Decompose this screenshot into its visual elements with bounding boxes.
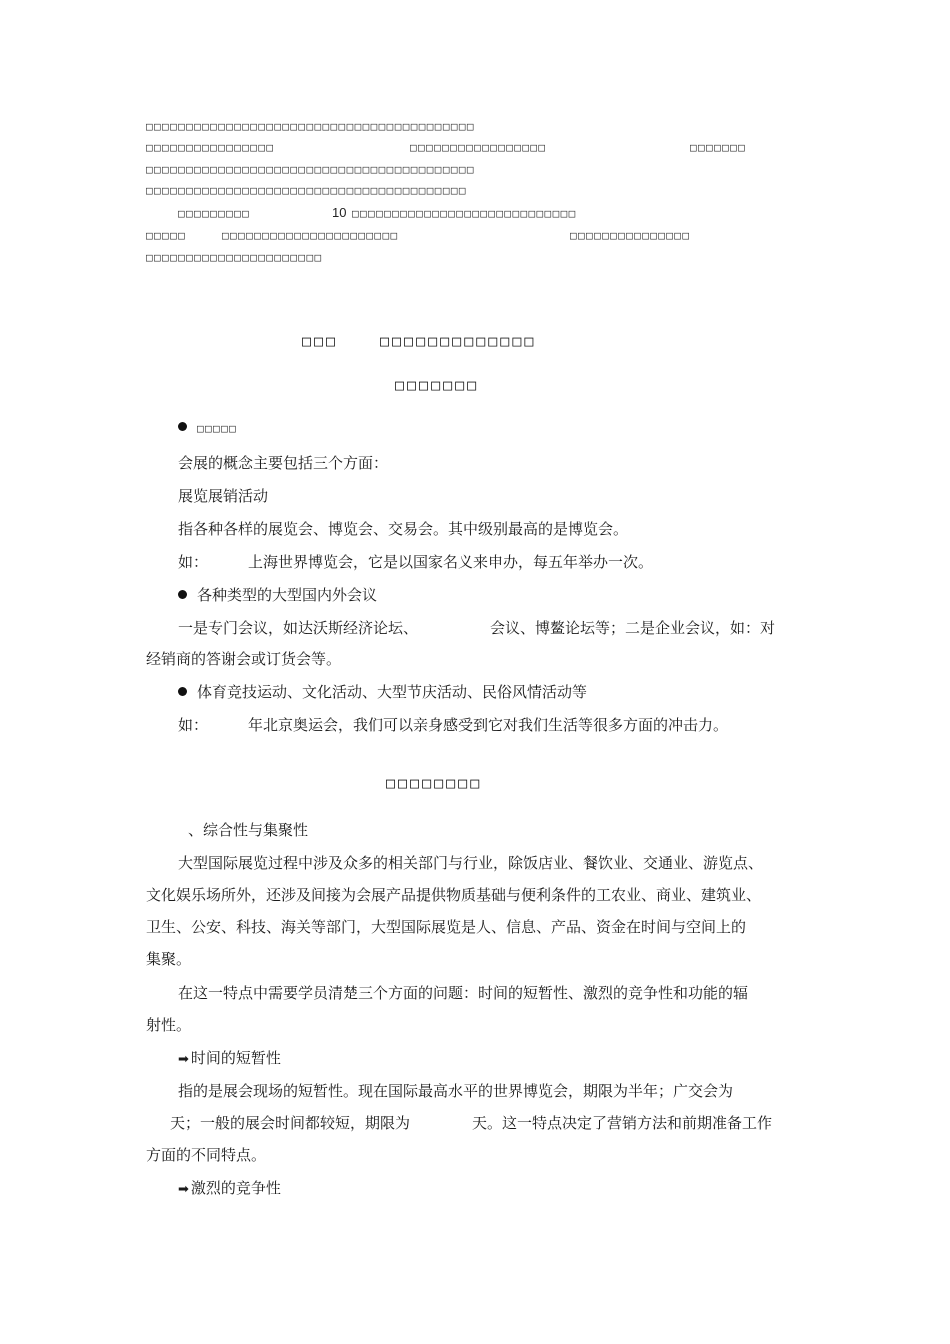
bullet-item-3 xyxy=(178,681,587,703)
paragraph-concept-intro: 会展的概念主要包括三个方面： xyxy=(178,454,389,472)
arrow-item-1-text: 时间的短暂性 xyxy=(190,1049,281,1067)
arrow-item-1 xyxy=(178,1047,281,1071)
garbled-line-6b: □□□□□□□□□□□□□□□□□□□□□□ xyxy=(222,229,399,242)
bullet-item-3-text: 体育竞技运动、文化活动、大型节庆活动、民俗风情活动等 xyxy=(197,683,588,701)
paragraph-8-line-1: 在这一特点中需要学员清楚三个方面的问题：时间的短暂性、激烈的竞争性和功能的辐 xyxy=(178,984,749,1002)
garbled-line-4: □□□□□□□□□□□□□□□□□□□□□□□□□□□□□□□□□□□□□□□□ xyxy=(146,184,467,197)
right-arrow-icon: ➡ xyxy=(178,1052,189,1067)
paragraph-olympics-text: 年北京奥运会，我们可以亲身感受到它对我们生活等很多方面的冲击力。 xyxy=(248,716,729,734)
paragraph-exhibition-activity: 展览展销活动 xyxy=(178,487,269,505)
paragraph-meetings-b: 会议、博鳌论坛等；二是企业会议，如：对 xyxy=(490,619,776,637)
bullet-dot-icon xyxy=(178,422,187,431)
paragraph-example-expo: 上海世界博览会，它是以国家名义来申办，每五年举办一次。 xyxy=(248,553,654,571)
paragraph-9-line-1: 指的是展会现场的短暂性。现在国际最高水平的世界博览会，期限为半年；广交会为 xyxy=(178,1082,734,1100)
chapter-heading-title: □□□□□□□□□□□□□ xyxy=(380,332,537,350)
garbled-line-2a: □□□□□□□□□□□□□□□□ xyxy=(146,141,275,154)
paragraph-meetings-a: 一是专门会议，如达沃斯经济论坛、 xyxy=(178,619,419,637)
paragraph-7-line-3: 卫生、公安、科技、海关等部门，大型国际展览是人、信息、产品、资金在时间与空间上的 xyxy=(146,918,747,936)
paragraph-meetings-c: 经销商的答谢会或订货会等。 xyxy=(146,650,342,668)
bullet-item-1 xyxy=(178,422,237,435)
arrow-item-2 xyxy=(178,1177,281,1201)
paragraph-9-line-2a: 天；一般的展会时间都较短，期限为 xyxy=(170,1114,411,1132)
garbled-line-6c: □□□□□□□□□□□□□□□ xyxy=(570,229,691,242)
paragraph-8-line-2: 射性。 xyxy=(146,1016,192,1034)
paragraph-example-label: 如： xyxy=(178,553,209,571)
right-arrow-icon: ➡ xyxy=(178,1182,189,1197)
garbled-line-7: □□□□□□□□□□□□□□□□□□□□□□ xyxy=(146,251,323,264)
paragraph-7-line-1: 大型国际展览过程中涉及众多的相关部门与行业，除饭店业、餐饮业、交通业、游览点、 xyxy=(178,854,764,872)
garbled-line-1: □□□□□□□□□□□□□□□□□□□□□□□□□□□□□□□□□□□□□□□□□ xyxy=(146,120,475,133)
bullet-item-1-text: □□□□□ xyxy=(197,422,238,435)
garbled-line-2c: □□□□□□□ xyxy=(690,141,747,154)
garbled-line-5b: □□□□□□□□□□□□□□□□□□□□□□□□□□□□ xyxy=(352,207,577,220)
garbled-line-3: □□□□□□□□□□□□□□□□□□□□□□□□□□□□□□□□□□□□□□□□□ xyxy=(146,163,475,176)
section-heading-1: □□□□□□□ xyxy=(395,376,480,394)
paragraph-7-line-2: 文化娱乐场所外，还涉及间接为会展产品提供物质基础与便利条件的工农业、商业、建筑业、 xyxy=(146,886,762,904)
garbled-line-2b: □□□□□□□□□□□□□□□□□ xyxy=(410,141,547,154)
paragraph-olympics-label: 如： xyxy=(178,716,209,734)
arrow-item-2-text: 激烈的竞争性 xyxy=(190,1179,281,1197)
paragraph-exhibition-types: 指各种各样的展览会、博览会、交易会。其中级别最高的是博览会。 xyxy=(178,520,629,538)
garbled-line-6a: □□□□□ xyxy=(146,229,187,242)
paragraph-7-line-4: 集聚。 xyxy=(146,950,192,968)
chapter-heading-number: □□□ xyxy=(302,332,339,350)
subsection-comprehensive: 、综合性与集聚性 xyxy=(188,821,309,839)
garbled-line-5-number: 10 xyxy=(332,205,347,220)
bullet-item-2-text: 各种类型的大型国内外会议 xyxy=(197,586,378,604)
bullet-item-2 xyxy=(178,584,377,606)
garbled-line-5a: □□□□□□□□□ xyxy=(178,207,251,220)
paragraph-9-line-3: 方面的不同特点。 xyxy=(146,1146,267,1164)
paragraph-9-line-2b: 天。这一特点决定了营销方法和前期准备工作 xyxy=(472,1114,773,1132)
section-heading-2: □□□□□□□□ xyxy=(386,774,483,792)
bullet-dot-icon xyxy=(178,687,187,696)
bullet-dot-icon xyxy=(178,590,187,599)
